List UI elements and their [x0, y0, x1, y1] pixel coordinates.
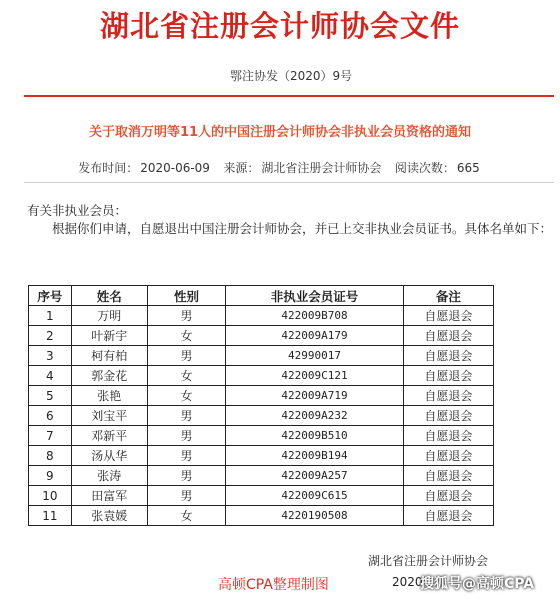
- header-gender: 性别: [147, 286, 225, 306]
- cell-note: 自愿退会: [403, 506, 493, 526]
- document-number: 鄂注协发（2020）9号: [230, 69, 353, 83]
- cell-note: 自愿退会: [403, 306, 493, 326]
- cell-cert-no: 422009A179: [226, 326, 404, 346]
- cell-cert-no: 4220190508: [226, 506, 404, 526]
- table-row: [29, 306, 494, 326]
- cell-gender: 男: [147, 306, 225, 326]
- cell-seq: 11: [29, 506, 72, 526]
- published-date: 2020-06-09: [140, 161, 210, 175]
- cell-seq: 7: [29, 426, 72, 446]
- cell-gender: 女: [147, 506, 225, 526]
- cell-cert-no: 422009B194: [226, 446, 404, 466]
- cell-note: 自愿退会: [403, 326, 493, 346]
- notice-title: 关于取消万明等11人的中国注册会计师协会非执业会员资格的通知: [88, 125, 472, 140]
- made-by-watermark: 高顿CPA整理制图: [218, 577, 329, 593]
- cell-cert-no: 422009A719: [226, 386, 404, 406]
- header-cert-no: 非执业会员证号: [226, 286, 404, 306]
- body-paragraph: 根据你们申请，自愿退出中国注册会计师协会，并已上交非执业会员证书。具体名单如下：: [52, 221, 553, 236]
- cell-seq: 2: [29, 326, 72, 346]
- table-row: [29, 326, 494, 346]
- cell-gender: 女: [147, 386, 225, 406]
- cell-seq: 1: [29, 306, 72, 326]
- cell-name: 张艳: [71, 386, 147, 406]
- cell-gender: 女: [147, 366, 225, 386]
- cell-note: 自愿退会: [403, 486, 493, 506]
- table-row: [29, 486, 494, 506]
- cell-note: 自愿退会: [403, 366, 493, 386]
- published-label: 发布时间：: [78, 161, 139, 175]
- cell-note: 自愿退会: [403, 426, 493, 446]
- cell-cert-no: 422009A257: [226, 466, 404, 486]
- footer-date: 2020: [392, 575, 423, 589]
- table-row: [29, 406, 494, 426]
- table-row: [29, 386, 494, 406]
- views-count: 665: [456, 161, 480, 175]
- cell-seq: 9: [29, 466, 72, 486]
- cell-note: 自愿退会: [403, 466, 493, 486]
- cell-name: 张涛: [71, 466, 147, 486]
- salutation: 有关非执业会员：: [27, 203, 128, 218]
- header-seq: 序号: [29, 286, 72, 306]
- cell-cert-no: 422009A232: [226, 406, 404, 426]
- member-table: [28, 285, 494, 526]
- cell-seq: 4: [29, 366, 72, 386]
- table-row: [29, 346, 494, 366]
- cell-name: 刘宝平: [71, 406, 147, 426]
- header-name: 姓名: [71, 286, 147, 306]
- table-row: [29, 506, 494, 526]
- source-name: 湖北省注册会计师协会: [261, 161, 382, 175]
- cell-name: 叶新宇: [71, 326, 147, 346]
- source-label: 来源：: [223, 161, 260, 175]
- table-row: [29, 426, 494, 446]
- meta-divider: [24, 182, 554, 183]
- cell-cert-no: 422009C615: [226, 486, 404, 506]
- table-row: [29, 466, 494, 486]
- notice-meta: [0, 159, 560, 176]
- header-note: 备注: [403, 286, 493, 306]
- table-row: [29, 446, 494, 466]
- cell-gender: 男: [147, 486, 225, 506]
- cell-cert-no: 42990017: [226, 346, 404, 366]
- cell-cert-no: 422009C121: [226, 366, 404, 386]
- table-row: [29, 366, 494, 386]
- cell-seq: 10: [29, 486, 72, 506]
- cell-gender: 男: [147, 426, 225, 446]
- table-header-row: [29, 286, 494, 306]
- cell-seq: 5: [29, 386, 72, 406]
- header-red-divider: [24, 95, 554, 97]
- cell-note: 自愿退会: [403, 386, 493, 406]
- cell-name: 郭金花: [71, 366, 147, 386]
- cell-cert-no: 422009B510: [226, 426, 404, 446]
- cell-note: 自愿退会: [403, 446, 493, 466]
- views-label: 阅读次数：: [394, 161, 455, 175]
- cell-gender: 男: [147, 446, 225, 466]
- cell-name: 张袁媛: [71, 506, 147, 526]
- cell-name: 田富军: [71, 486, 147, 506]
- cell-name: 汤从华: [71, 446, 147, 466]
- cell-gender: 男: [147, 466, 225, 486]
- cell-gender: 男: [147, 346, 225, 366]
- cell-seq: 8: [29, 446, 72, 466]
- sohu-watermark: 搜狐号@高顿CPA: [420, 576, 535, 592]
- footer-organization: 湖北省注册会计师协会: [368, 554, 489, 568]
- cell-note: 自愿退会: [403, 346, 493, 366]
- cell-gender: 男: [147, 406, 225, 426]
- cell-cert-no: 422009B708: [226, 306, 404, 326]
- cell-name: 邓新平: [71, 426, 147, 446]
- cell-seq: 3: [29, 346, 72, 366]
- cell-gender: 女: [147, 326, 225, 346]
- document-header-title: 湖北省注册会计师协会文件: [99, 9, 460, 43]
- cell-note: 自愿退会: [403, 406, 493, 426]
- cell-name: 柯有柏: [71, 346, 147, 366]
- cell-name: 万明: [71, 306, 147, 326]
- cell-seq: 6: [29, 406, 72, 426]
